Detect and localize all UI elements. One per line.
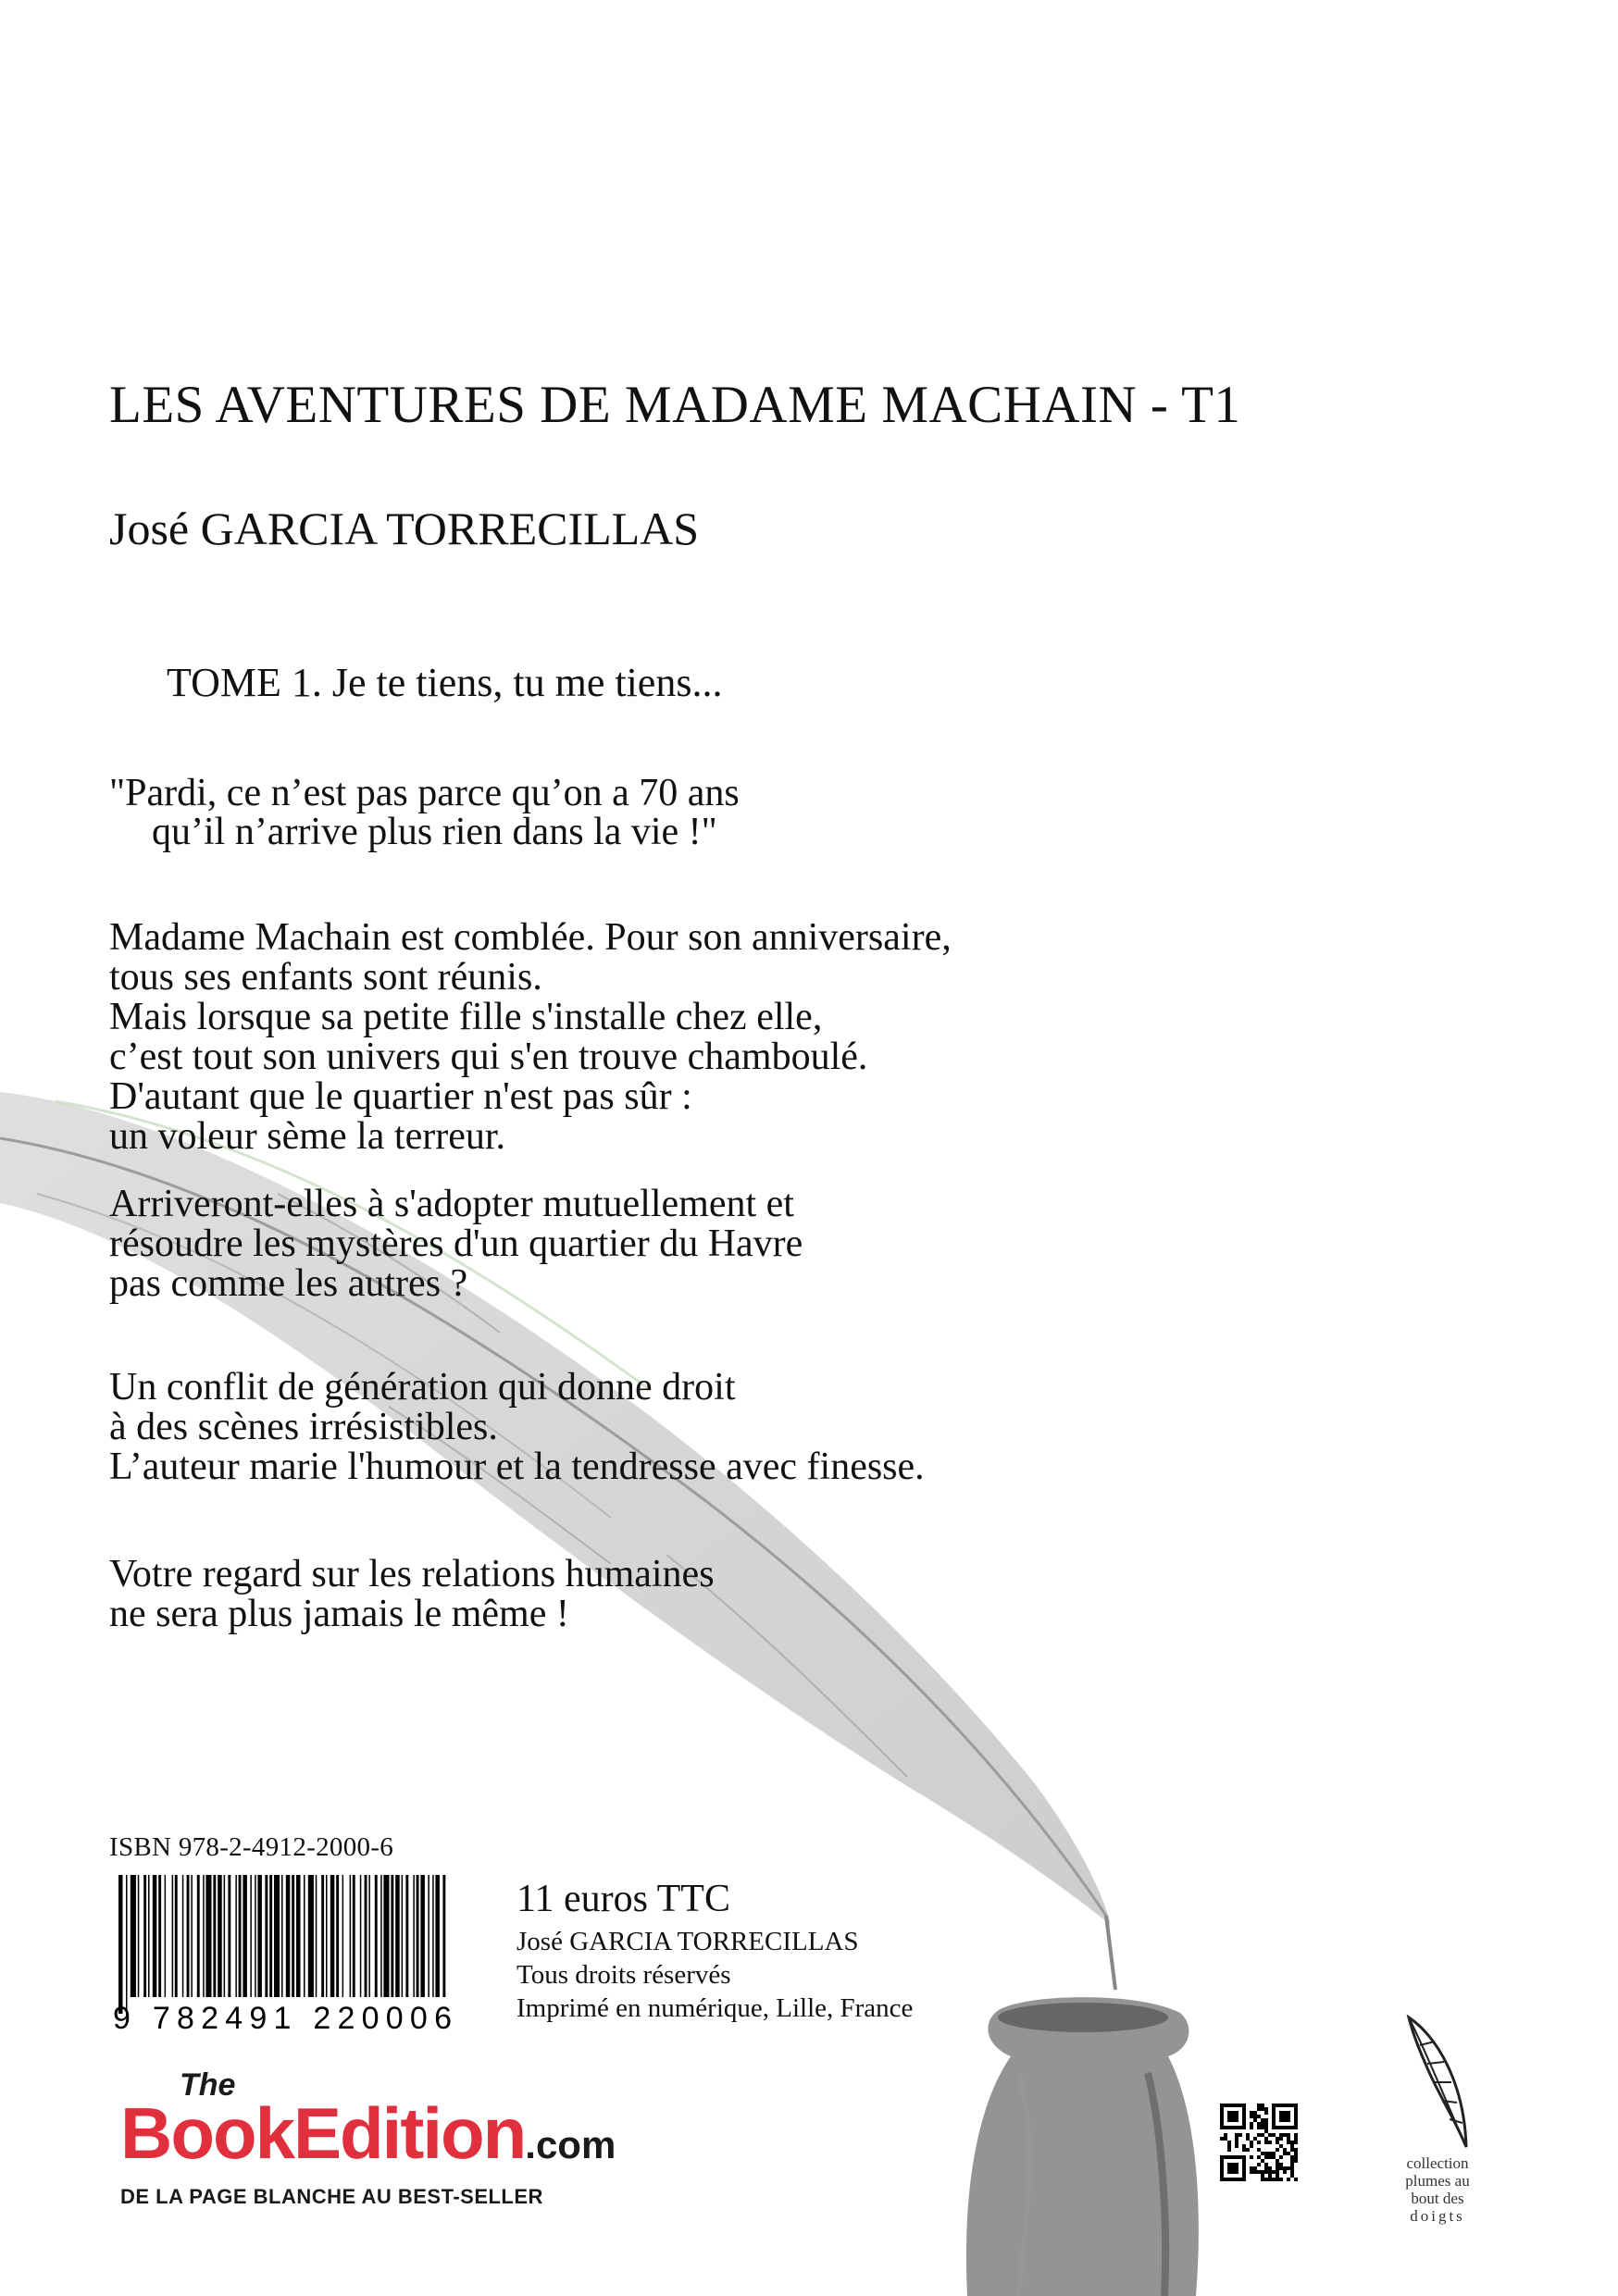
- qr-cell: [1279, 2133, 1283, 2137]
- cover-quote: [109, 774, 740, 851]
- qr-cell: [1242, 2144, 1246, 2148]
- qr-cell: [1283, 2166, 1287, 2170]
- qr-cell: [1283, 2133, 1287, 2137]
- barcode-bar: [330, 1875, 335, 1997]
- qr-cell: [1264, 2129, 1268, 2133]
- book-author: José GARCIA TORRECILLAS: [109, 503, 700, 554]
- qr-cell: [1261, 2133, 1264, 2137]
- qr-cell: [1250, 2155, 1253, 2159]
- qr-cell: [1268, 2166, 1272, 2170]
- barcode-bar: [175, 1875, 178, 1997]
- qr-cell: [1257, 2155, 1261, 2159]
- qr-cell: [1276, 2159, 1279, 2163]
- qr-cell: [1283, 2148, 1287, 2152]
- qr-cell: [1264, 2141, 1268, 2144]
- qr-cell: [1290, 2148, 1294, 2152]
- blurb-line: L’auteur marie l'humour et la tendresse avec finesse.: [109, 1446, 925, 1488]
- collection-line: bout des: [1411, 2190, 1464, 2207]
- barcode-bar: [203, 1875, 205, 1997]
- qr-cell: [1279, 2178, 1283, 2181]
- blurb-line: D'autant que le quartier n'est pas sûr :: [109, 1075, 692, 1118]
- qr-cell: [1268, 2133, 1272, 2137]
- qr-cell: [1272, 2133, 1276, 2137]
- qr-cell: [1272, 2178, 1276, 2181]
- barcode-bar: [316, 1875, 317, 1997]
- qr-cell: [1287, 2178, 1290, 2181]
- qr-cell: [1287, 2133, 1290, 2137]
- qr-cell: [1264, 2107, 1268, 2111]
- qr-cell: [1279, 2111, 1290, 2122]
- qr-cell: [1268, 2174, 1272, 2178]
- qr-cell: [1235, 2137, 1238, 2141]
- qr-cell: [1294, 2178, 1298, 2181]
- qr-cell: [1227, 2144, 1231, 2148]
- barcode-bar: [255, 1875, 256, 1997]
- barcode-bar: [153, 1875, 157, 1997]
- blurb-line: Arriveront-elles à s'adopter mutuellement et: [109, 1183, 794, 1225]
- blurb-line: c’est tout son univers qui s'en trouve chamboulé.: [109, 1036, 868, 1078]
- qr-cell: [1253, 2118, 1257, 2122]
- qr-cell: [1220, 2137, 1224, 2141]
- qr-cell: [1294, 2141, 1298, 2144]
- barcode-bar: [148, 1875, 150, 1997]
- qr-cell: [1264, 2122, 1268, 2126]
- qr-cell: [1250, 2122, 1253, 2126]
- qr-cell: [1261, 2122, 1264, 2126]
- qr-cell: [1261, 2159, 1264, 2163]
- barcode-bar: [321, 1875, 324, 1997]
- barcode-bar: [391, 1875, 393, 1997]
- barcode-bar: [368, 1875, 370, 1997]
- barcode-bar: [250, 1875, 252, 1997]
- qr-cell: [1264, 2137, 1268, 2141]
- book-title: LES AVENTURES DE MADAME MACHAIN - T1: [109, 376, 1241, 434]
- blurb-line: Un conflit de génération qui donne droit: [109, 1366, 736, 1409]
- blurb-line: Madame Machain est comblée. Pour son anniversaire,: [109, 916, 952, 959]
- barcode-bar: [172, 1875, 174, 1997]
- barcode-bar: [197, 1875, 200, 1997]
- barcode-bar: [375, 1875, 378, 1997]
- barcode-bar: [228, 1875, 230, 1997]
- qr-cell: [1246, 2148, 1250, 2152]
- qr-cell: [1294, 2133, 1298, 2137]
- blurb-line: ne sera plus jamais le même !: [109, 1593, 569, 1635]
- inkwell-illustration: [966, 1997, 1199, 2296]
- qr-cell: [1290, 2159, 1294, 2163]
- qr-cell: [1268, 2170, 1272, 2174]
- barcode-bar: [417, 1875, 419, 1997]
- qr-cell: [1250, 2166, 1253, 2170]
- blurb-paragraph-1: [109, 918, 952, 1157]
- qr-cell: [1276, 2178, 1279, 2181]
- bookedition-logo: [120, 2067, 616, 2209]
- qr-cell: [1294, 2137, 1298, 2141]
- barcode-bar: [365, 1875, 367, 1997]
- barcode-bar: [165, 1875, 167, 1997]
- qr-cell: [1227, 2141, 1231, 2144]
- barcode-bar: [158, 1875, 161, 1997]
- qr-cell: [1257, 2148, 1261, 2152]
- qr-cell: [1290, 2170, 1294, 2174]
- barcode-bar: [326, 1875, 328, 1997]
- qr-cell: [1257, 2141, 1261, 2144]
- qr-cell: [1257, 2122, 1261, 2126]
- barcode-bar: [286, 1875, 291, 1997]
- qr-cell: [1227, 2148, 1231, 2152]
- qr-cell: [1268, 2178, 1272, 2181]
- barcode-bar: [342, 1875, 344, 1997]
- qr-cell: [1268, 2141, 1272, 2144]
- logo-tagline: DE LA PAGE BLANCHE AU BEST-SELLER: [120, 2185, 543, 2208]
- qr-cell: [1290, 2155, 1294, 2159]
- logo-brand: BookEdition: [120, 2092, 526, 2174]
- barcode-digits: 9 782491 220006: [113, 2001, 452, 2032]
- qr-cell: [1276, 2141, 1279, 2144]
- qr-cell: [1279, 2137, 1283, 2141]
- qr-cell: [1242, 2148, 1246, 2152]
- qr-cell: [1276, 2170, 1279, 2174]
- logo-wordmark: [120, 2092, 616, 2179]
- qr-cell: [1287, 2137, 1290, 2141]
- qr-cell: [1294, 2148, 1298, 2152]
- qr-cell: [1261, 2126, 1264, 2129]
- barcode-bar: [304, 1875, 305, 1997]
- barcode-bar: [187, 1875, 190, 1997]
- barcode-bar: [118, 1875, 123, 2014]
- qr-cell: [1250, 2144, 1253, 2148]
- blurb-line: résoudre les mystères d'un quartier du Havre: [109, 1222, 803, 1265]
- price: 11 euros TTC: [517, 1878, 730, 1920]
- collection-line: doigts: [1410, 2207, 1465, 2225]
- barcode-bar: [360, 1875, 362, 1997]
- qr-cell: [1257, 2126, 1261, 2129]
- qr-cell: [1268, 2152, 1272, 2155]
- qr-cell: [1257, 2133, 1261, 2137]
- barcode-bar: [218, 1875, 222, 1997]
- qr-cell: [1250, 2111, 1253, 2115]
- barcode-bar: [274, 1875, 280, 1997]
- barcode-bar: [269, 1875, 272, 1997]
- qr-cell: [1264, 2163, 1268, 2166]
- barcode-bar: [243, 1875, 247, 1997]
- isbn-label: ISBN 978-2-4912-2000-6: [109, 1832, 394, 1862]
- collection-label: [1375, 2154, 1500, 2225]
- print-location: Imprimé en numérique, Lille, France: [517, 1993, 914, 2023]
- barcode-bar: [205, 1875, 211, 1997]
- barcode-bar: [432, 1875, 434, 1997]
- qr-cell: [1253, 2166, 1257, 2170]
- qr-cell: [1235, 2141, 1238, 2144]
- qr-cell: [1272, 2155, 1276, 2159]
- qr-cell: [1261, 2174, 1264, 2178]
- qr-cell: [1264, 2118, 1268, 2122]
- blurb-paragraph-2: [109, 1185, 803, 1304]
- qr-cell: [1264, 2178, 1268, 2181]
- qr-cell: [1290, 2141, 1294, 2144]
- qr-cell: [1257, 2163, 1261, 2166]
- barcode-bar: [235, 1875, 237, 1997]
- publisher-info: [517, 1925, 913, 2025]
- barcode-bar: [402, 1875, 404, 1997]
- barcode-bar: [350, 1875, 352, 1997]
- barcode-bar: [182, 1875, 184, 1997]
- qr-cell: [1235, 2144, 1238, 2148]
- barcode-bar: [395, 1875, 400, 1997]
- qr-cell: [1257, 2115, 1261, 2118]
- qr-cell: [1290, 2174, 1294, 2178]
- qr-cell: [1253, 2137, 1257, 2141]
- blurb-line: un voleur sème la terreur.: [109, 1115, 505, 1158]
- barcode-bar: [213, 1875, 216, 1997]
- barcode-bar: [413, 1875, 415, 1997]
- qr-cell: [1272, 2170, 1276, 2174]
- qr-cell: [1238, 2133, 1242, 2137]
- barcode-bar: [442, 1875, 445, 1997]
- feather-logo-icon: [1400, 2008, 1474, 2156]
- barcode-bar: [191, 1875, 193, 1997]
- barcode-bar: [126, 1875, 128, 2014]
- qr-cell: [1264, 2126, 1268, 2129]
- qr-cell: [1227, 2163, 1238, 2174]
- barcode-bar: [428, 1875, 429, 1997]
- qr-cell: [1279, 2144, 1283, 2148]
- qr-cell: [1253, 2111, 1257, 2115]
- qr-cell: [1257, 2104, 1261, 2107]
- qr-cell: [1290, 2166, 1294, 2170]
- barcode-bar: [353, 1875, 355, 1997]
- qr-cell: [1276, 2174, 1279, 2178]
- qr-cell: [1227, 2111, 1238, 2122]
- qr-cell: [1257, 2170, 1261, 2174]
- qr-cell: [1279, 2163, 1283, 2166]
- qr-cell: [1294, 2152, 1298, 2155]
- qr-cell: [1276, 2148, 1279, 2152]
- qr-cell: [1250, 2126, 1253, 2129]
- qr-cell: [1250, 2141, 1253, 2144]
- qr-cell: [1287, 2166, 1290, 2170]
- qr-cell: [1264, 2155, 1268, 2159]
- qr-cell: [1276, 2166, 1279, 2170]
- qr-cell: [1261, 2178, 1264, 2181]
- qr-cell: [1261, 2104, 1264, 2107]
- barcode-bar: [308, 1875, 314, 1997]
- barcode-bar: [131, 1875, 136, 1997]
- blurb-paragraph-4: [109, 1555, 715, 1634]
- barcode-bar: [265, 1875, 268, 1997]
- qr-cell: [1261, 2107, 1264, 2111]
- collection-line: plumes au: [1405, 2172, 1470, 2190]
- qr-cell: [1279, 2155, 1283, 2159]
- blurb-line: à des scènes irrésistibles.: [109, 1406, 498, 1448]
- qr-cell: [1276, 2137, 1279, 2141]
- barcode-bar: [257, 1875, 262, 1997]
- qr-cell: [1287, 2141, 1290, 2144]
- barcode-bar: [296, 1875, 301, 1997]
- qr-cell: [1287, 2152, 1290, 2155]
- barcode-bar: [336, 1875, 339, 1997]
- qr-cell: [1253, 2115, 1257, 2118]
- blurb-line: Votre regard sur les relations humaines: [109, 1553, 715, 1595]
- qr-cell: [1246, 2133, 1250, 2137]
- qr-cell: [1276, 2163, 1279, 2166]
- publisher-author: José GARCIA TORRECILLAS: [517, 1927, 859, 1956]
- barcode-bar: [420, 1875, 425, 1997]
- qr-cell: [1253, 2170, 1257, 2174]
- qr-cell: [1235, 2133, 1238, 2137]
- qr-cell: [1290, 2163, 1294, 2166]
- qr-cell: [1250, 2115, 1253, 2118]
- blurb-line: Mais lorsque sa petite fille s'installe chez elle,: [109, 996, 823, 1038]
- blurb-line: tous ses enfants sont réunis.: [109, 956, 542, 999]
- barcode-bar: [292, 1875, 294, 1997]
- blurb-paragraph-3: [109, 1368, 925, 1487]
- qr-cell: [1261, 2118, 1264, 2122]
- qr-cell: [1257, 2107, 1261, 2111]
- qr-cell: [1224, 2137, 1227, 2141]
- qr-cell: [1294, 2159, 1298, 2163]
- quote-line: "Pardi, ce n’est pas parce qu’on a 70 ans: [109, 772, 740, 814]
- qr-cell: [1264, 2152, 1268, 2155]
- barcode-bar: [143, 1875, 146, 1997]
- qr-cell: [1290, 2144, 1294, 2148]
- tome-subtitle: TOME 1. Je te tiens, tu me tiens...: [167, 660, 723, 705]
- qr-cell: [1268, 2155, 1272, 2159]
- qr-cell: [1261, 2152, 1264, 2155]
- barcode-bar: [138, 1875, 140, 1997]
- qr-cell: [1264, 2166, 1268, 2170]
- barcode-bar: [405, 1875, 408, 1997]
- barcode-bar: [435, 1875, 440, 1997]
- qr-cell: [1279, 2166, 1283, 2170]
- qr-cell: [1264, 2111, 1268, 2115]
- blurb-line: pas comme les autres ?: [109, 1262, 468, 1305]
- quote-line: qu’il n’arrive plus rien dans la vie !": [152, 811, 717, 853]
- barcode: [109, 1871, 455, 2032]
- barcode-bar: [380, 1875, 382, 1997]
- barcode-bar: [239, 1875, 242, 1997]
- rights-notice: Tous droits réservés: [517, 1960, 731, 1990]
- qr-cell: [1246, 2137, 1250, 2141]
- barcode-bar: [383, 1875, 389, 1997]
- logo-domain: .com: [525, 2123, 616, 2166]
- barcode-bar: [224, 1875, 226, 1997]
- qr-cell: [1261, 2170, 1264, 2174]
- qr-cell: [1250, 2170, 1253, 2174]
- barcode-bar: [281, 1875, 283, 1997]
- qr-cell: [1283, 2152, 1287, 2155]
- qr-cell: [1224, 2133, 1227, 2137]
- qr-cell: [1264, 2170, 1268, 2174]
- collection-line: collection: [1406, 2154, 1469, 2172]
- logo-the: The: [180, 2067, 236, 2103]
- qr-cell: [1294, 2155, 1298, 2159]
- qr-code-icon: [1220, 2104, 1298, 2181]
- qr-cell: [1283, 2170, 1287, 2174]
- qr-cell: [1272, 2152, 1276, 2155]
